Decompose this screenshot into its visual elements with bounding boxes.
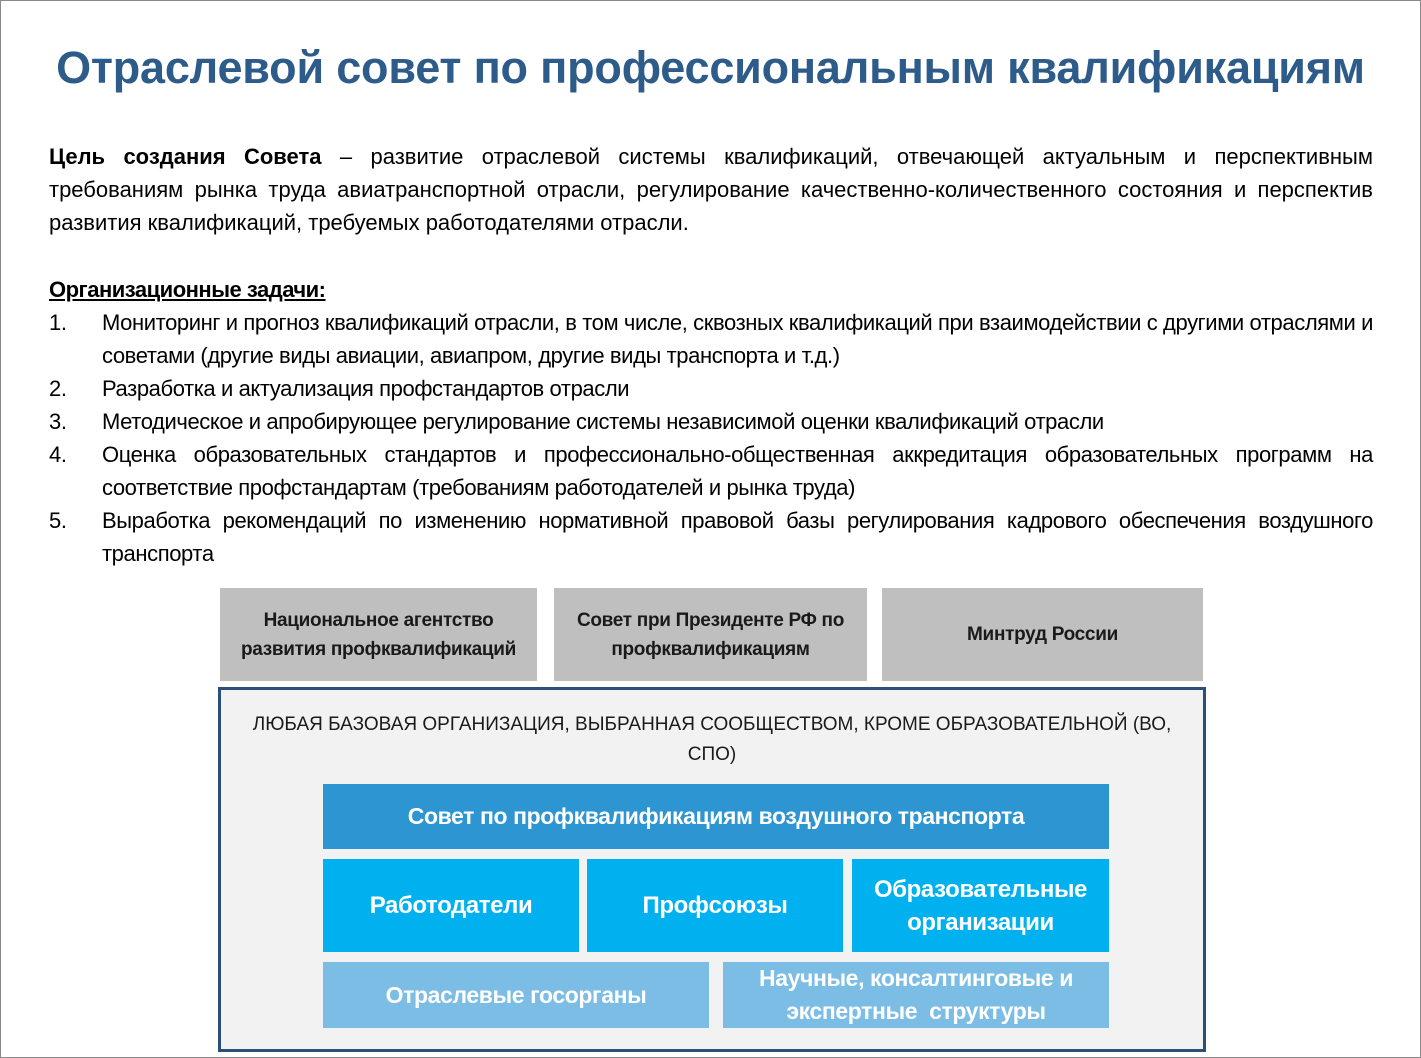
task-number: 3.: [49, 409, 67, 434]
task-number: 1.: [49, 310, 67, 335]
president-council-box: [554, 588, 867, 681]
mintrud-box: [882, 588, 1203, 681]
task-number: 4.: [49, 442, 67, 467]
task-text: Оценка образовательных стандартов и профессионально-общественная аккредитация образовательных программ на соответствие профстандартам (требованиям работодателей и рынка труда): [102, 442, 1373, 500]
slide-title: Отраслевой совет по профессиональным квалификациям: [56, 42, 1365, 93]
president-council-label: Совет при Президенте РФ по профквалификациям: [576, 609, 845, 660]
unions-label: Профсоюзы: [642, 892, 788, 919]
task-text: Выработка рекомендаций по изменению нормативной правовой базы регулирования кадрового обеспечения воздушного транспорта: [102, 508, 1373, 566]
task-text: Методическое и апробирующее регулирование системы независимой оценки квалификаций отрасли: [102, 409, 1104, 434]
educational-orgs-label: Образовательные организации: [873, 875, 1087, 936]
expert-structures-label: Научные, консалтинговые и экспертные структуры: [759, 965, 1079, 1024]
task-item-4: [49, 438, 1373, 504]
task-item-5: [49, 504, 1373, 570]
task-number: 5.: [49, 508, 67, 533]
gov-bodies-label: Отраслевые госорганы: [385, 981, 647, 1008]
goal-label: Цель создания Совета: [49, 144, 322, 169]
agency-box: [220, 588, 537, 681]
task-number: 2.: [49, 376, 67, 401]
frame-caption-text: ЛЮБАЯ БАЗОВАЯ ОРГАНИЗАЦИЯ, ВЫБРАННАЯ СООБЩЕСТВОМ, КРОМЕ ОБРАЗОВАТЕЛЬНОЙ (ВО, СПО): [252, 714, 1172, 765]
mintrud-label: Минтруд России: [967, 624, 1118, 645]
gov-bodies-box: [323, 962, 709, 1028]
task-item-3: [49, 405, 1373, 438]
task-item-1: [49, 306, 1373, 372]
agency-label: Национальное агентство развития профквалификаций: [240, 609, 517, 660]
task-item-2: [49, 372, 1373, 405]
goal-text: – развитие отраслевой системы квалификаций, отвечающей актуальным и перспективным требованиям рынка труда авиатранспортной отрасли, регулирование качественно-количественного состояния и перспектив развития квалификаций, требуемых работодателями отрасли.: [49, 144, 1373, 235]
task-list: [49, 306, 1373, 570]
frame-caption: [218, 710, 1206, 770]
educational-orgs-box: [852, 859, 1109, 952]
council-box: [323, 784, 1109, 849]
goal-paragraph: [49, 140, 1373, 239]
task-text: Мониторинг и прогноз квалификаций отрасли, в том числе, сквозных квалификаций при взаимодействии с другими отраслями и советами (другие виды авиации, авиапром, другие виды транспорта и т.д.): [102, 310, 1373, 368]
employers-box: [323, 859, 579, 952]
tasks-heading: Организационные задачи:: [49, 277, 326, 302]
task-text: Разработка и актуализация профстандартов отрасли: [102, 376, 630, 401]
expert-structures-box: [723, 962, 1109, 1028]
council-label: Совет по профквалификациям воздушного транспорта: [407, 803, 1025, 829]
unions-box: [587, 859, 843, 952]
employers-label: Работодатели: [369, 892, 533, 919]
